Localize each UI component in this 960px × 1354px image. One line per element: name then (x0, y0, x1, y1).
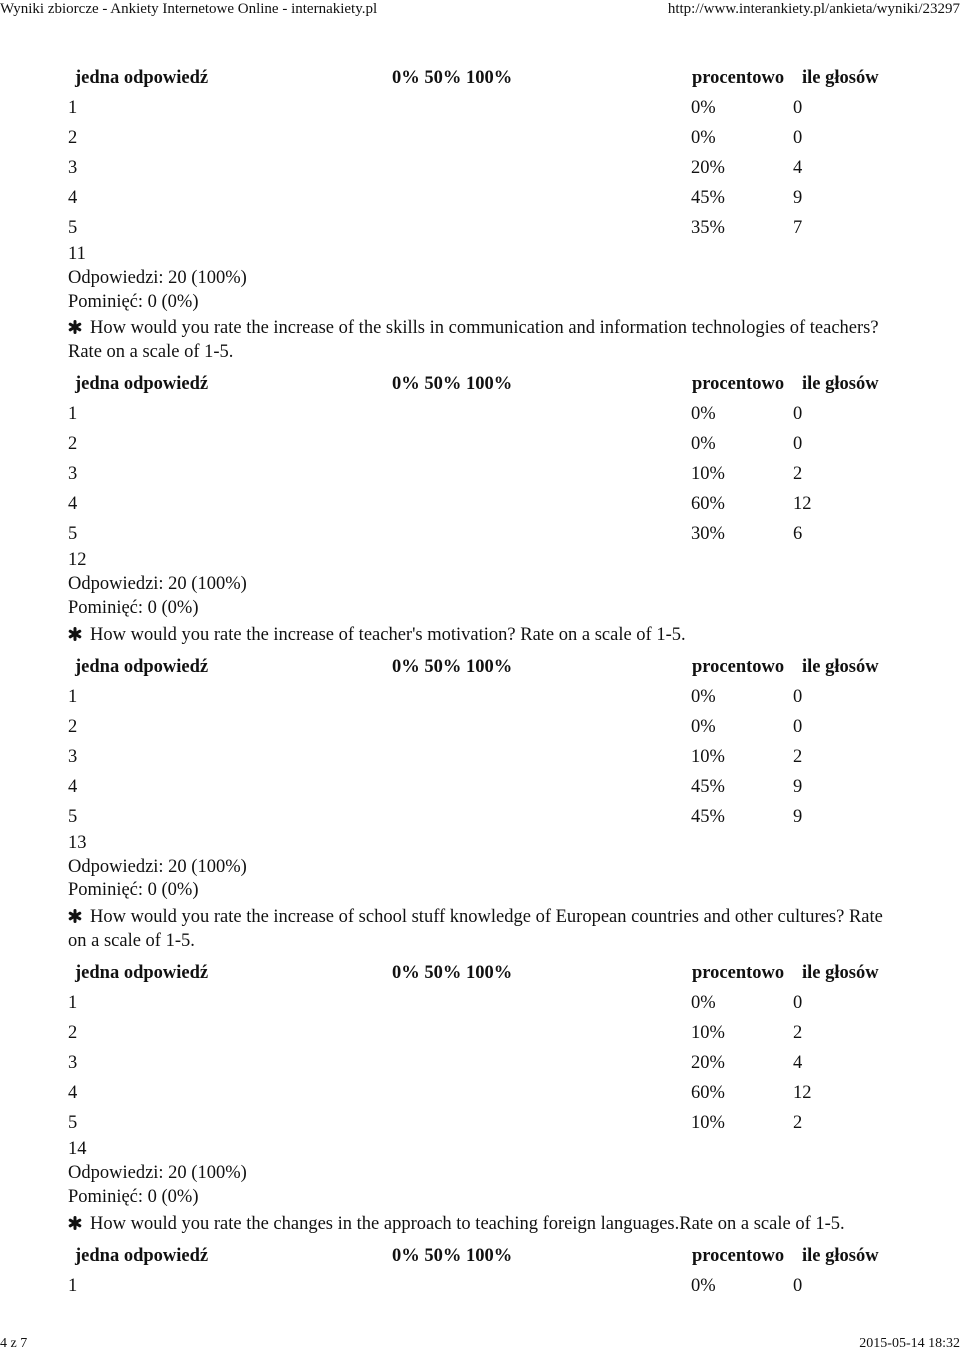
answer-percent: 10% (691, 1113, 725, 1134)
table-header-row (0, 958, 960, 988)
answer-votes: 2 (793, 1113, 803, 1134)
question-block (0, 1138, 960, 1300)
answer-option: 2 (68, 1023, 78, 1044)
table-row (0, 153, 960, 183)
question-number: 12 (68, 550, 87, 571)
answer-percent: 0% (691, 1275, 716, 1296)
column-header-answer: jedna odpowiedź (75, 656, 209, 677)
answer-option: 5 (68, 524, 78, 545)
table-row (0, 682, 960, 712)
column-header-answer: jedna odpowiedź (75, 68, 209, 88)
answer-votes: 9 (793, 806, 803, 827)
table-row (0, 489, 960, 519)
answer-percent: 0% (691, 128, 716, 148)
table-header-row (0, 1241, 960, 1271)
answer-option: 2 (68, 716, 78, 737)
answer-percent: 0% (691, 716, 716, 737)
table-row (0, 1108, 960, 1138)
results-table (0, 958, 960, 1138)
answered-count: Odpowiedzi: 20 (100%) (68, 856, 247, 877)
column-header-votes: ile głosów (802, 374, 879, 395)
answer-votes: 2 (793, 1023, 803, 1044)
answer-option: 5 (68, 218, 78, 238)
answer-option: 4 (68, 494, 78, 515)
question-title (0, 316, 960, 364)
table-row (0, 213, 960, 243)
results-table (0, 369, 960, 549)
table-row (0, 712, 960, 742)
answer-percent: 0% (691, 98, 716, 118)
answer-votes: 12 (793, 494, 812, 515)
browser-page-title: Wyniki zbiorcze - Ankiety Internetowe Online - internakiety.pl (0, 1, 378, 17)
table-row (0, 1271, 960, 1301)
column-header-answer: jedna odpowiedź (75, 1245, 209, 1266)
results-table (0, 1241, 960, 1301)
print-timestamp: 2015-05-14 18:32 (859, 1336, 960, 1351)
answer-votes: 0 (793, 404, 803, 425)
column-header-percent: procentowo (692, 374, 785, 395)
answer-percent: 45% (691, 188, 725, 208)
answer-percent: 45% (691, 776, 725, 797)
table-row (0, 429, 960, 459)
answer-percent: 10% (691, 746, 725, 767)
question-text: How would you rate the increase of the skills in communication and information technologies of teachers? Rate on a scale of 1-5. (68, 318, 879, 363)
column-header-answer: jedna odpowiedź (75, 374, 209, 395)
answer-percent: 0% (691, 993, 716, 1014)
answer-option: 2 (68, 128, 78, 148)
answer-option: 1 (68, 686, 78, 707)
answer-votes: 12 (793, 1083, 812, 1104)
question-block (0, 63, 960, 243)
answer-percent: 30% (691, 524, 725, 545)
column-header-scale: 0% 50% 100% (392, 963, 513, 984)
table-row (0, 802, 960, 832)
answer-votes: 0 (793, 434, 803, 455)
answer-votes: 2 (793, 464, 803, 485)
column-header-votes: ile głosów (802, 68, 879, 88)
skipped-count: Pominięć: 0 (0%) (68, 1186, 199, 1207)
answer-votes: 0 (793, 716, 803, 737)
table-row (0, 459, 960, 489)
answer-option: 3 (68, 1053, 78, 1074)
table-row (0, 519, 960, 549)
skipped-count: Pominięć: 0 (0%) (68, 880, 199, 901)
column-header-scale: 0% 50% 100% (392, 1245, 513, 1266)
question-number: 13 (68, 832, 87, 853)
required-asterisk-icon (68, 624, 82, 638)
answer-option: 1 (68, 1275, 78, 1296)
table-row (0, 742, 960, 772)
question-block (0, 243, 960, 549)
skipped-count: Pominięć: 0 (0%) (68, 597, 199, 618)
question-title (0, 905, 960, 953)
answer-percent: 0% (691, 404, 716, 425)
required-asterisk-icon (68, 317, 82, 331)
answer-option: 3 (68, 746, 78, 767)
answer-votes: 6 (793, 524, 803, 545)
answer-votes: 0 (793, 98, 803, 118)
answer-votes: 0 (793, 993, 803, 1014)
table-header-row (0, 369, 960, 399)
answer-votes: 9 (793, 776, 803, 797)
answer-percent: 0% (691, 686, 716, 707)
table-row (0, 1048, 960, 1078)
answer-votes: 2 (793, 746, 803, 767)
question-number: 11 (68, 244, 86, 264)
page-number: 4 z 7 (0, 1336, 28, 1351)
column-header-votes: ile głosów (802, 963, 879, 984)
table-row (0, 1018, 960, 1048)
answer-option: 3 (68, 158, 78, 178)
page-url: http://www.interankiety.pl/ankieta/wyniki/23297 (667, 1, 960, 17)
answer-percent: 60% (691, 1083, 725, 1104)
table-row (0, 988, 960, 1018)
answer-votes: 7 (793, 218, 803, 238)
question-number: 14 (68, 1139, 87, 1160)
column-header-answer: jedna odpowiedź (75, 963, 209, 984)
answer-votes: 0 (793, 128, 803, 148)
answer-votes: 0 (793, 1275, 803, 1296)
question-text: How would you rate the changes in the approach to teaching foreign languages.Rate on a scale of 1-5. (90, 1213, 845, 1234)
answer-option: 1 (68, 993, 78, 1014)
answer-option: 4 (68, 188, 78, 208)
answer-percent: 60% (691, 494, 725, 515)
table-row (0, 123, 960, 153)
answer-option: 2 (68, 434, 78, 455)
answer-votes: 4 (793, 1053, 803, 1074)
answer-option: 4 (68, 776, 78, 797)
table-row (0, 183, 960, 213)
answer-percent: 35% (691, 218, 725, 238)
required-asterisk-icon (68, 906, 82, 920)
table-row (0, 1078, 960, 1108)
column-header-votes: ile głosów (802, 656, 879, 677)
answer-percent: 20% (691, 1053, 725, 1074)
survey-results (0, 58, 960, 1301)
column-header-percent: procentowo (692, 963, 785, 984)
answer-percent: 45% (691, 806, 725, 827)
column-header-percent: procentowo (692, 68, 785, 88)
answer-option: 4 (68, 1083, 78, 1104)
question-text: How would you rate the increase of teacher's motivation? Rate on a scale of 1-5. (90, 624, 686, 645)
required-asterisk-icon (68, 1213, 82, 1227)
question-block (0, 832, 960, 1138)
question-text: How would you rate the increase of school stuff knowledge of European countries and other cultures? Rate on a scale of 1-5. (68, 907, 883, 952)
table-row (0, 93, 960, 123)
results-table (0, 63, 960, 243)
answered-count: Odpowiedzi: 20 (100%) (68, 267, 247, 288)
table-row (0, 399, 960, 429)
table-header-row (0, 652, 960, 682)
answer-percent: 20% (691, 158, 725, 178)
answered-count: Odpowiedzi: 20 (100%) (68, 574, 247, 595)
table-header-row (0, 63, 960, 93)
skipped-count: Pominięć: 0 (0%) (68, 291, 199, 312)
column-header-scale: 0% 50% 100% (392, 68, 513, 88)
answer-votes: 9 (793, 188, 803, 208)
answer-percent: 10% (691, 464, 725, 485)
column-header-votes: ile głosów (802, 1245, 879, 1266)
answer-option: 1 (68, 98, 78, 118)
answer-votes: 0 (793, 686, 803, 707)
results-table (0, 652, 960, 832)
question-title (0, 623, 960, 647)
column-header-scale: 0% 50% 100% (392, 374, 513, 395)
answered-count: Odpowiedzi: 20 (100%) (68, 1162, 247, 1183)
answer-votes: 4 (793, 158, 803, 178)
answer-percent: 10% (691, 1023, 725, 1044)
column-header-percent: procentowo (692, 656, 785, 677)
answer-option: 1 (68, 404, 78, 425)
answer-option: 3 (68, 464, 78, 485)
column-header-scale: 0% 50% 100% (392, 656, 513, 677)
question-title (0, 1212, 960, 1236)
answer-option: 5 (68, 1113, 78, 1134)
column-header-percent: procentowo (692, 1245, 785, 1266)
table-row (0, 772, 960, 802)
answer-option: 5 (68, 806, 78, 827)
question-block (0, 549, 960, 831)
answer-percent: 0% (691, 434, 716, 455)
